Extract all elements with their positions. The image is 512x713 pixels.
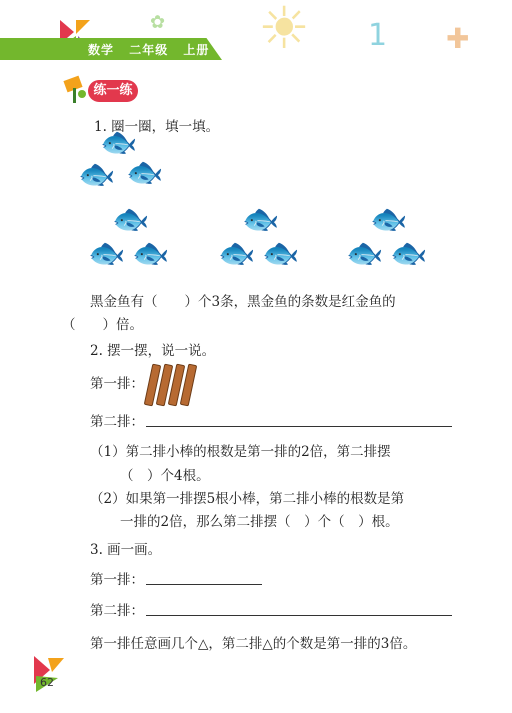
q2-row2-answer-line[interactable] <box>146 426 452 427</box>
sticks-row1 <box>146 364 196 406</box>
header-title <box>88 41 219 58</box>
fish-icon: 🐟 <box>100 125 138 160</box>
fish-icon: 🐟 <box>126 155 164 190</box>
black-fish-group-1 <box>88 202 170 271</box>
q3-row1-answer-line[interactable] <box>146 584 262 585</box>
section-title: 练一练 <box>88 80 138 102</box>
q3-prompt: 3. 画一画。 <box>90 542 162 558</box>
goldfish-group <box>78 125 178 194</box>
q3-row2-label: 第二排： <box>90 603 144 619</box>
header-volume: 上册 <box>183 43 210 57</box>
q2-row1-label: 第一排： <box>90 376 144 392</box>
q1-fill-line2: （ ）倍。 <box>62 317 143 333</box>
q2-sub1-line1: （1）第二排小棒的根数是第一排的2倍，第二排摆 <box>90 444 391 460</box>
q1-prompt: 1. 圈一圈，填一填。 <box>94 119 220 135</box>
fish-icon: 🐟 <box>262 236 300 271</box>
header-grade: 二年级 <box>129 43 169 57</box>
q2-row2-label: 第二排： <box>90 414 144 430</box>
practice-icon <box>62 74 88 104</box>
q1-fill-line1: 黑金鱼有（ ）个3条，黑金鱼的条数是红金鱼的 <box>90 294 396 310</box>
header-subject: 数学 <box>88 43 115 57</box>
plus-doodle: ✚ <box>446 22 470 55</box>
fish-icon: 🐟 <box>242 202 280 237</box>
q2-sub1-line2: （ ）个4根。 <box>120 468 210 484</box>
black-fish-group-3 <box>346 202 428 271</box>
fish-icon: 🐟 <box>218 236 256 271</box>
q2-sub2-line1: （2）如果第一排摆5根小棒，第二排小棒的根数是第 <box>90 491 405 507</box>
q3-row1-label: 第一排： <box>90 572 144 588</box>
black-fish-group-2 <box>218 202 300 271</box>
fish-icon: 🐟 <box>78 157 116 192</box>
fish-icon: 🐟 <box>112 202 150 237</box>
fish-icon: 🐟 <box>88 236 126 271</box>
q3-row2-answer-line[interactable] <box>146 615 452 616</box>
sun-doodle: ☀ <box>258 0 310 62</box>
fish-icon: 🐟 <box>346 236 384 271</box>
page-number: 62 <box>40 676 54 689</box>
q2-prompt: 2. 摆一摆，说一说。 <box>90 343 216 359</box>
fish-icon: 🐟 <box>390 236 428 271</box>
q3-instruction: 第一排任意画几个△，第二排△的个数是第一排的3倍。 <box>90 636 417 652</box>
one-doodle: 1 <box>368 18 388 53</box>
q2-sub2-line2: 一排的2倍，那么第二排摆（ ）个（ ）根。 <box>120 514 399 530</box>
fish-icon: 🐟 <box>370 202 408 237</box>
leaf-doodle: ✿ <box>150 12 166 33</box>
fish-icon: 🐟 <box>132 236 170 271</box>
